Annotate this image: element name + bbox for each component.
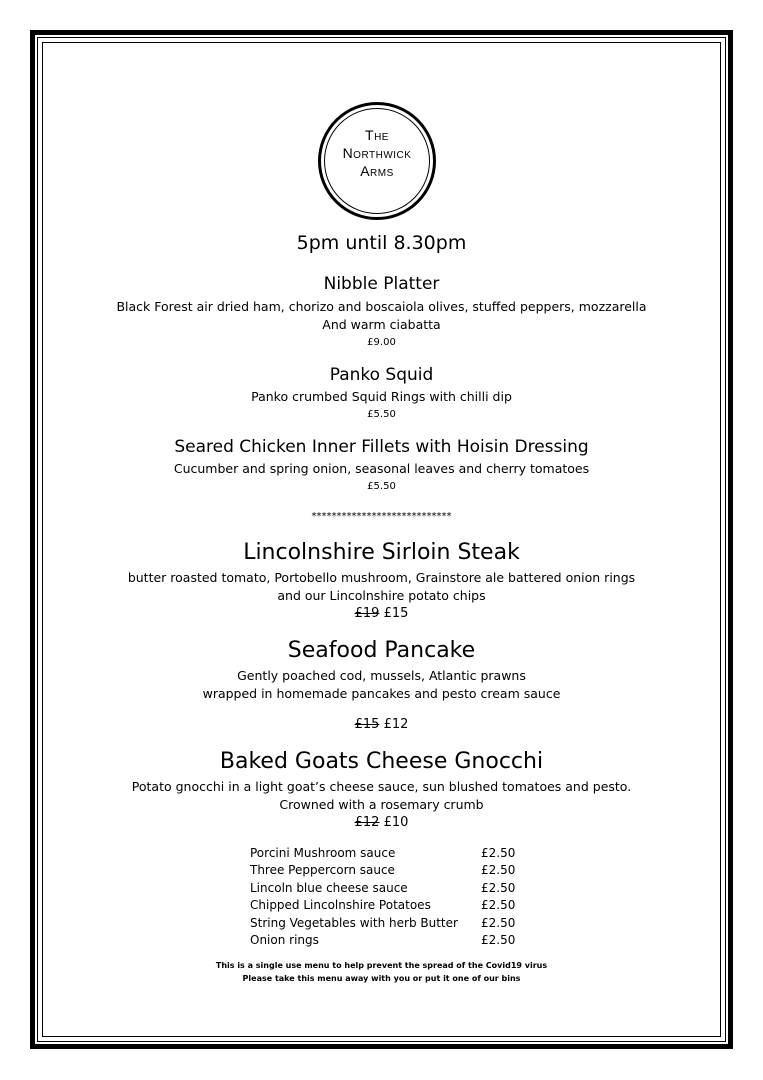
starter-desc: And warm ciabatta bbox=[322, 317, 441, 332]
main-title: Lincolnshire Sirloin Steak bbox=[243, 540, 520, 565]
old-price: £15 bbox=[354, 717, 380, 732]
side-price: £2.50 bbox=[481, 898, 516, 913]
side-row bbox=[250, 880, 550, 897]
main-title: Seafood Pancake bbox=[287, 638, 476, 663]
side-row bbox=[250, 897, 550, 914]
side-name: Chipped Lincolnshire Potatoes bbox=[250, 898, 431, 913]
old-price: £12 bbox=[354, 815, 380, 830]
side-price: £2.50 bbox=[481, 915, 516, 930]
main-desc: Potato gnocchi in a light goat’s cheese sauce, sun blushed tomatoes and pesto. bbox=[131, 779, 632, 794]
main-desc: Gently poached cod, mussels, Atlantic prawns bbox=[237, 668, 526, 683]
main-price bbox=[0, 815, 763, 830]
logo-line-3: Arms bbox=[360, 163, 394, 179]
starter-price: £9.00 bbox=[367, 337, 396, 348]
main-price bbox=[0, 717, 763, 732]
side-name: Porcini Mushroom sauce bbox=[250, 846, 396, 860]
section-divider: **************************** bbox=[311, 511, 452, 522]
serving-hours: 5pm until 8.30pm bbox=[296, 232, 467, 254]
starter-title: Seared Chicken Inner Fillets with Hoisin Dressing bbox=[174, 437, 589, 457]
side-row bbox=[250, 932, 550, 949]
new-price: £12 bbox=[383, 717, 409, 732]
side-price: £2.50 bbox=[481, 880, 516, 895]
starter-price: £5.50 bbox=[367, 409, 396, 420]
logo-text bbox=[318, 126, 436, 180]
new-price: £10 bbox=[383, 815, 409, 830]
starter-price: £5.50 bbox=[367, 481, 396, 492]
main-desc: butter roasted tomato, Portobello mushroom, Grainstore ale battered onion rings bbox=[127, 570, 636, 585]
main-price bbox=[0, 606, 763, 621]
side-row bbox=[250, 862, 550, 879]
side-row bbox=[250, 915, 550, 932]
side-name: String Vegetables with herb Butter bbox=[250, 915, 458, 930]
old-price: £19 bbox=[354, 606, 380, 621]
starter-title: Panko Squid bbox=[329, 365, 434, 385]
starter-desc: Black Forest air dried ham, chorizo and boscaiola olives, stuffed peppers, mozzarella bbox=[116, 299, 647, 314]
starter-desc: Panko crumbed Squid Rings with chilli dip bbox=[251, 389, 512, 404]
side-price: £2.50 bbox=[481, 932, 516, 947]
side-name: Three Peppercorn sauce bbox=[250, 863, 395, 878]
new-price: £15 bbox=[383, 606, 409, 621]
logo-line-1: The bbox=[365, 127, 389, 143]
sides-list bbox=[250, 845, 550, 949]
side-price: £2.50 bbox=[481, 846, 516, 860]
main-desc: Crowned with a rosemary crumb bbox=[279, 797, 484, 812]
logo-line-2: Northwick bbox=[342, 145, 412, 161]
footer-notice: This is a single use menu to help prevent the spread of the Covid19 virus bbox=[215, 961, 548, 970]
side-name: Onion rings bbox=[250, 932, 319, 947]
main-title: Baked Goats Cheese Gnocchi bbox=[219, 749, 544, 774]
starter-desc: Cucumber and spring onion, seasonal leaves and cherry tomatoes bbox=[173, 461, 590, 476]
starter-title: Nibble Platter bbox=[323, 274, 440, 294]
footer-notice: Please take this menu away with you or put it one of our bins bbox=[242, 974, 521, 983]
side-price: £2.50 bbox=[481, 863, 516, 878]
side-name: Lincoln blue cheese sauce bbox=[250, 880, 408, 895]
main-desc: wrapped in homemade pancakes and pesto cream sauce bbox=[202, 686, 561, 701]
main-desc: and our Lincolnshire potato chips bbox=[277, 588, 486, 603]
side-row bbox=[250, 845, 550, 862]
